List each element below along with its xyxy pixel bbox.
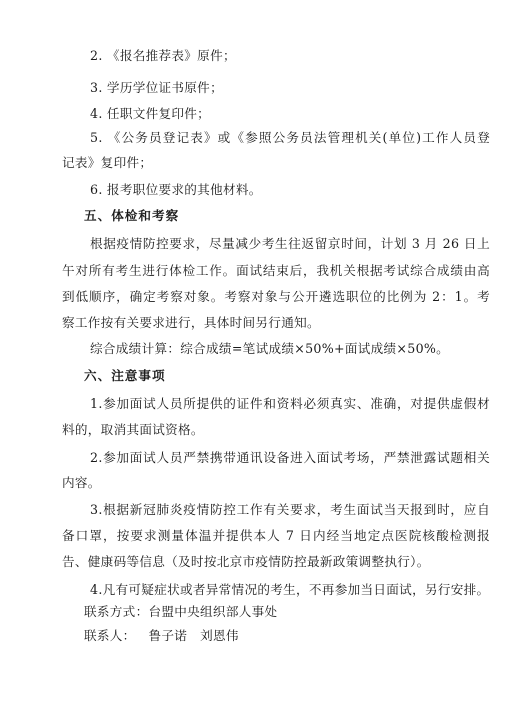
notice-3-text-continued: 备口罩，按要求测量体温并提供本人 7 日内经当地定点医院核酸检测报 (62, 528, 490, 543)
notice-2-text-continued: 内容。 (62, 475, 101, 490)
item-2-text: 2. 《报名推荐表》原件； (90, 48, 236, 63)
section-six-heading: 六、注意事项 (84, 368, 166, 383)
contact-persons: 联系人： 鲁子诺 刘恩伟 (84, 628, 239, 643)
paragraph-line: 察工作按有关要求进行，具体时间另行通知。 (62, 315, 320, 330)
paragraph-line: 根据疫情防控要求，尽量减少考生往返留京时间，计划 3 月 26 日上 (90, 236, 490, 251)
paragraph-line: 到低顺序，确定考察对象。考察对象与公开遴选职位的比例为 2：1。考 (62, 289, 490, 304)
notice-1-text: 1.参加面试人员所提供的证件和资料必须真实、准确，对提供虚假材 (90, 396, 490, 411)
score-formula-text: 综合成绩计算：综合成绩=笔试成绩×50%+面试成绩×50%。 (90, 341, 450, 356)
contact-department: 联系方式：台盟中央组织部人事处 (84, 604, 278, 619)
notice-3-text: 3.根据新冠肺炎疫情防控工作有关要求，考生面试当天报到时，应自 (90, 502, 490, 517)
item-6-text: 6. 报考职位要求的其他材料。 (90, 182, 262, 197)
item-5-text-continued: 记表》复印件； (62, 155, 153, 170)
paragraph-line: 午对所有考生进行体检工作。面试结束后，我机关根据考试综合成绩由高 (62, 263, 490, 278)
item-4-text: 4. 任职文件复印件； (90, 106, 211, 121)
notice-4-text: 4.凡有可疑症状或者异常情况的考生，不再参加当日面试，另行安排。 (90, 582, 490, 597)
notice-1-text-continued: 料的，取消其面试资格。 (62, 422, 204, 437)
item-5-text: 5. 《公务员登记表》或《参照公务员法管理机关(单位)工作人员登 (90, 130, 490, 145)
notice-2-text: 2.参加面试人员严禁携带通讯设备进入面试考场，严禁泄露试题相关 (90, 450, 490, 465)
section-five-heading: 五、体检和考察 (84, 208, 180, 223)
notice-3-text-continued: 告、健康码等信息（及时按北京市疫情防控最新政策调整执行）。 (62, 554, 430, 569)
item-3-text: 3. 学历学位证书原件； (90, 80, 223, 95)
